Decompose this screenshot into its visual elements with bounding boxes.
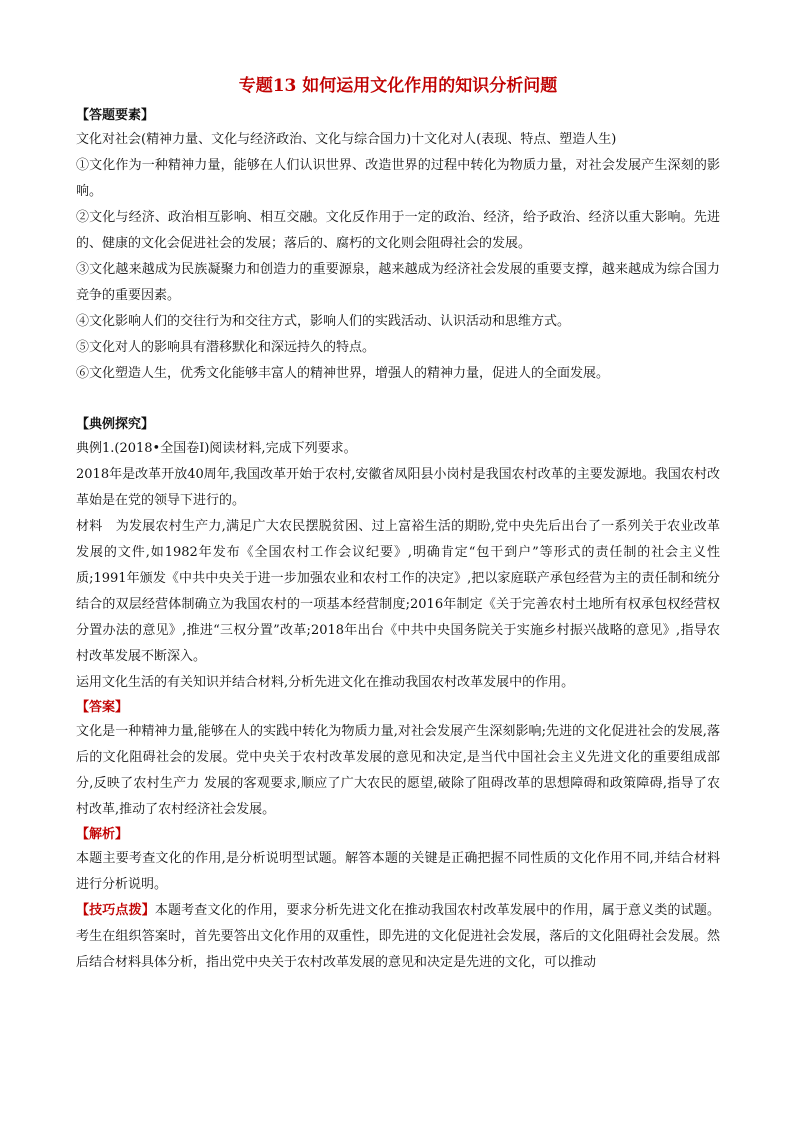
page-title: 专题13 如何运用文化作用的知识分析问题 [238, 76, 558, 96]
example-question: 运用文化生活的有关知识并结合材料,分析先进文化在推动我国农村改革发展中的作用。 [76, 675, 575, 690]
elements-summary: 文化对社会(精神力量、文化与经济政治、文化与综合国力)十文化对人(表现、特点、塑造人生) [76, 132, 617, 147]
element-item-2: ②文化与经济、政治相互影响、相互交融。文化反作用于一定的政治、经济，给予政治、经济以重大影响。先进的、健康的文化会促进社会的发展；落后的、腐朽的文化则会阻碍社会的发展。 [76, 210, 720, 251]
tip-paragraph [76, 898, 720, 976]
tip-text: 本题考查文化的作用，要求分析先进文化在推动我国农村改革发展中的作用，属于意义类的试题。考生在组织答案时，首先要答出文化作用的双重性，即先进的文化促进社会发展，落后的文化阻碍社会发展。然后结合材料具体分析，指出党中央关于农村改革发展的意见和决定是先进的文化，可以推动 [76, 903, 720, 970]
element-item-3: ③文化越来越成为民族凝聚力和创造力的重要源泉，越来越成为经济社会发展的重要支撑，越来越成为综合国力竞争的重要因素。 [76, 262, 720, 303]
answer-heading: 【答案】 [76, 700, 129, 715]
element-item-4: ④文化影响人们的交往行为和交往方式，影响人们的实践活动、认识活动和思维方式。 [76, 314, 571, 329]
document-page [76, 74, 720, 976]
elements-heading: 【答题要素】 [76, 108, 155, 123]
analysis-text: 本题主要考查文化的作用,是分析说明型试题。解答本题的关键是正确把握不同性质的文化作用不同,并结合材料进行分析说明。 [76, 851, 720, 892]
section-spacer [76, 387, 720, 413]
example-background: 2018年是改革开放40周年,我国改革开始于农村,安徽省凤阳县小岗村是我国农村改革的主要发源地。我国农村改革始是在党的领导下进行的。 [76, 467, 720, 508]
example-heading: 【典例探究】 [76, 417, 155, 432]
element-item-6: ⑥文化塑造人生，优秀文化能够丰富人的精神世界，增强人的精神力量，促进人的全面发展。 [76, 366, 610, 381]
answer-text: 文化是一种精神力量,能够在人的实践中转化为物质力量,对社会发展产生深刻影响;先进的文化促进社会的发展,落后的文化阻碍社会的发展。党中央关于农村改革发展的意见和决定,是当代中国社会主义先进文化的重要组成部分,反映了农村生产力 发展的客观要求,顺应了广大农民的愿望,破除了阻碍改革的思想障碍和政策障碍,指导了农村改革,推动了农村经济社会发展。 [76, 724, 720, 817]
element-item-5: ⑤文化对人的影响具有潜移默化和深远持久的特点。 [76, 340, 376, 355]
element-item-1: ①文化作为一种精神力量，能够在人们认识世界、改造世界的过程中转化为物质力量，对社会发展产生深刻的影响。 [76, 158, 720, 199]
example-intro: 典例1.(2018•全国卷Ⅰ)阅读材料,完成下列要求。 [76, 441, 357, 456]
tip-heading: 【技巧点拨】 [76, 903, 155, 918]
example-material: 材料 为发展农村生产力,满足广大农民摆脱贫困、过上富裕生活的期盼,党中央先后出台了一系列关于农业改革发展的文件,如1982年发布《全国农村工作会议纪要》,明确肯定“包干到户”等形式的责任制的社会主义性质;1991年颁发《中共中央关于进一步加强农业和农村工作的决定》,把以家庭联产承包经营为主的责任制和统分结合的双层经营体制确立为我国农村的一项基本经营制度;2016年制定《关于完善农村土地所有权承包权经营权分置办法的意见》,推进“三权分置”改革;2018年出台《中共中央国务院关于实施乡村振兴战略的意见》,指导农村改革发展不断深入。 [76, 519, 720, 664]
analysis-heading: 【解析】 [76, 827, 129, 842]
